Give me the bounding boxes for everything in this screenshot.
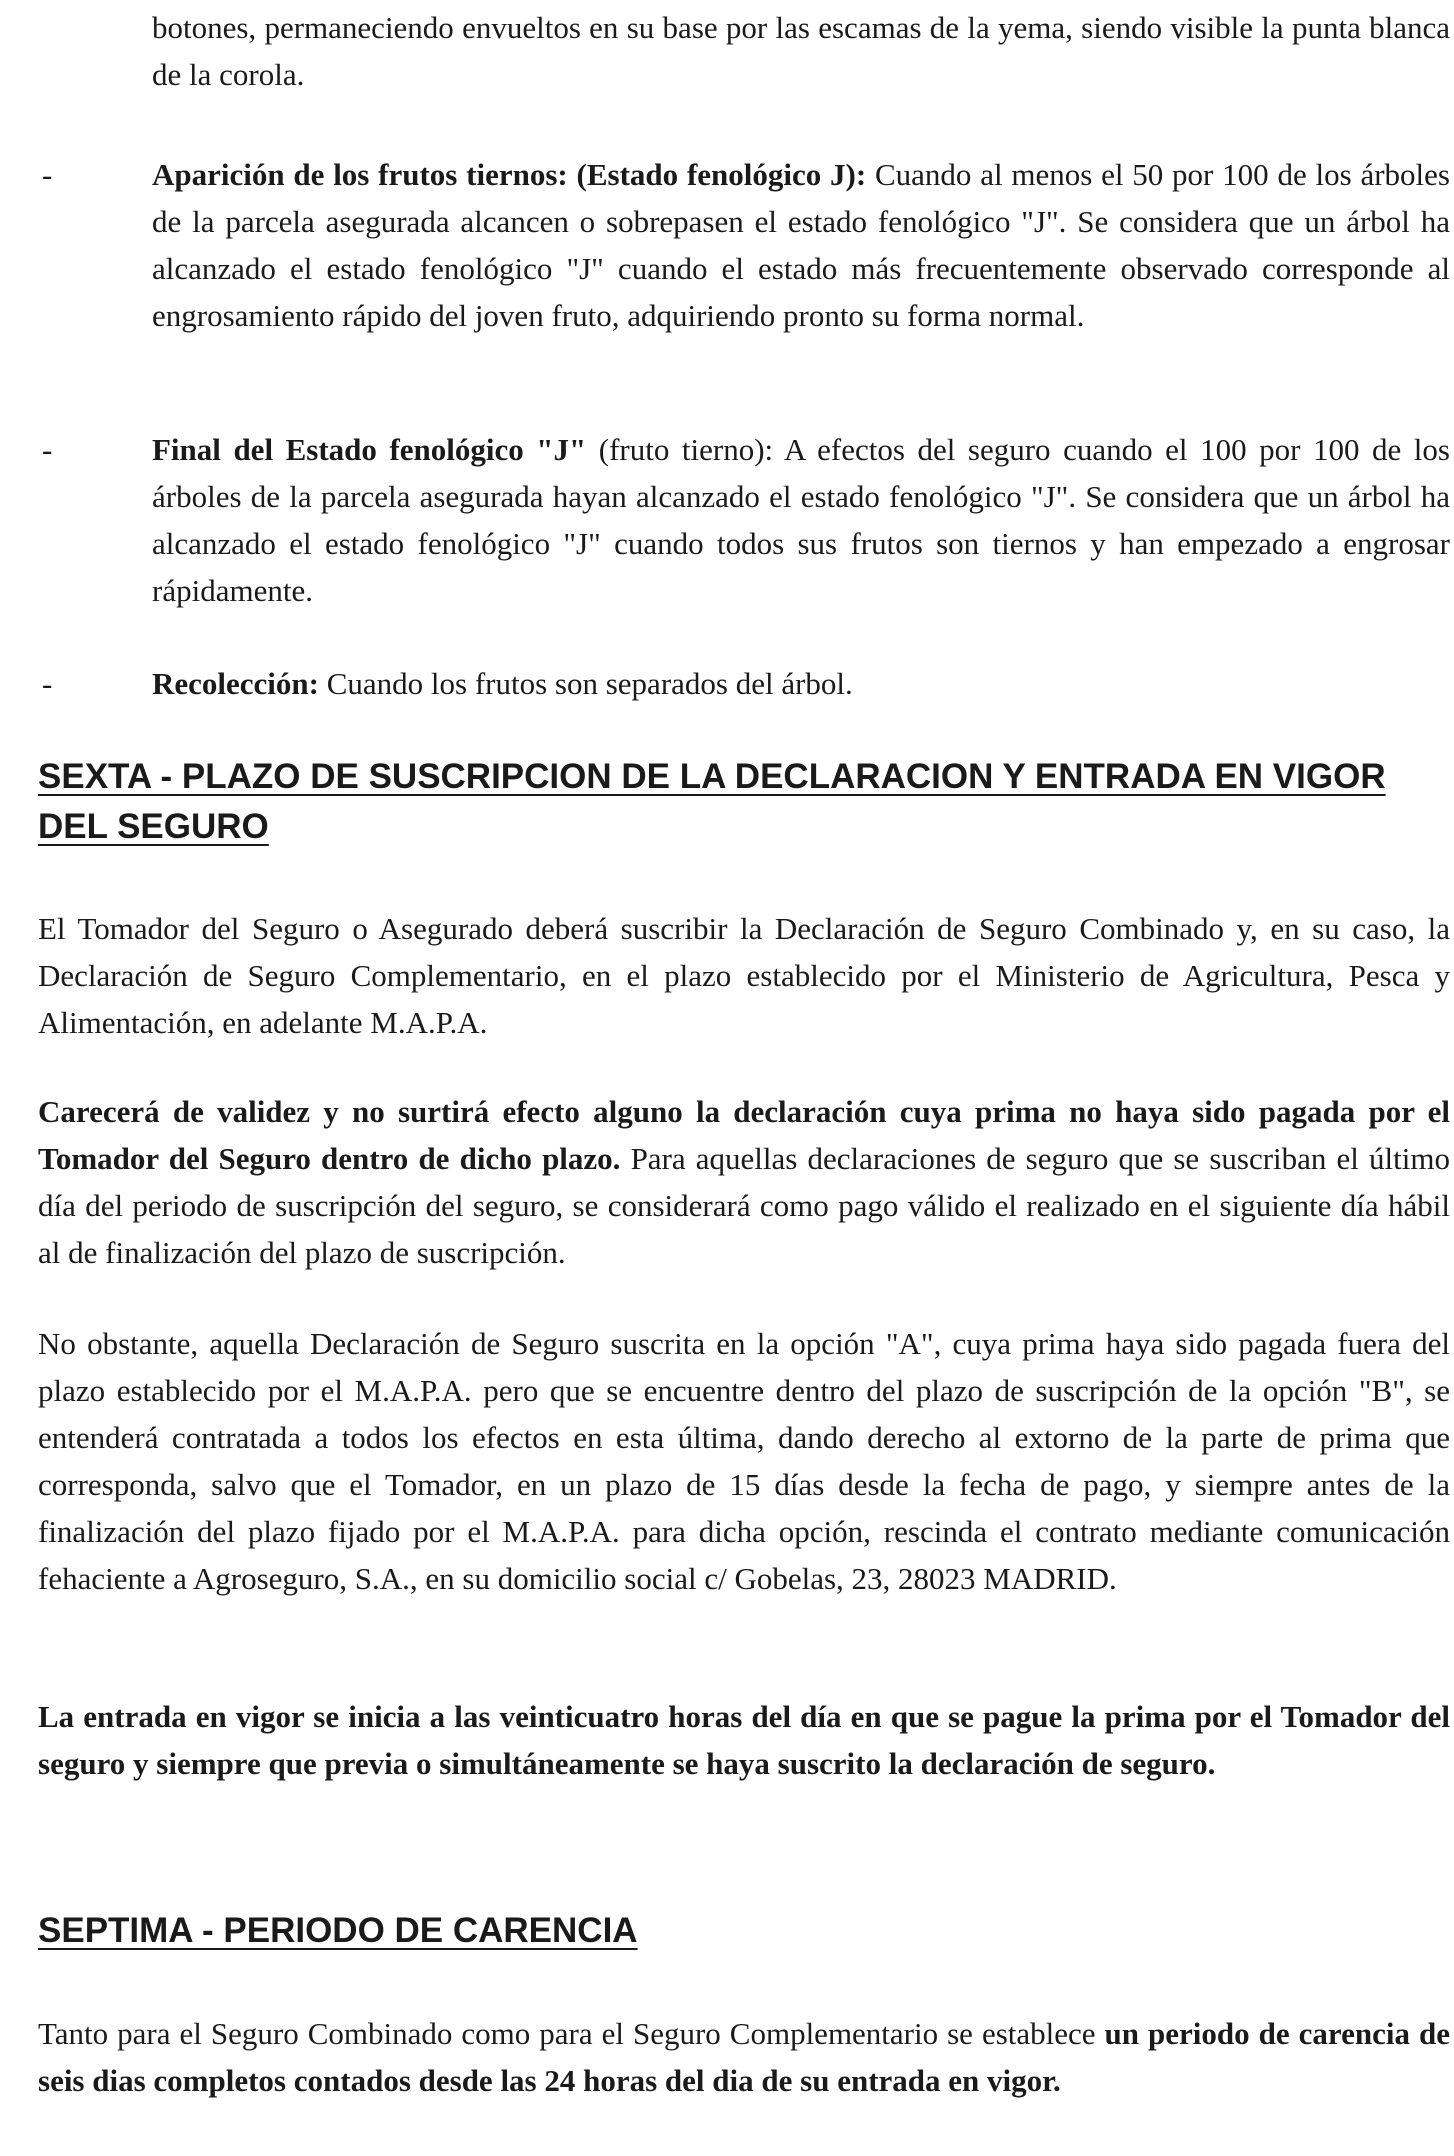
list-item-final-estado bbox=[152, 426, 1450, 614]
paragraph-bold-text: La entrada en vigor se inicia a las veinticuatro horas del día en que se pague la prima por el Tomador del seguro y siempre que previa o simultáneamente se haya suscrito la declaración de seguro. bbox=[38, 1699, 1450, 1781]
heading-line: SEPTIMA - PERIODO DE CARENCIA bbox=[38, 1911, 638, 1950]
list-item-label: Aparición de los frutos tiernos: (Estado fenológico J): bbox=[152, 157, 867, 192]
sexta-paragraph-3 bbox=[38, 1320, 1450, 1602]
list-item-label: Recolección: bbox=[152, 666, 319, 701]
section-heading-septima bbox=[38, 1906, 1450, 1956]
sexta-paragraph-4 bbox=[38, 1693, 1450, 1787]
sexta-paragraph-2 bbox=[38, 1088, 1450, 1276]
heading-line: DEL SEGURO bbox=[38, 807, 269, 846]
heading-line: SEXTA - PLAZO DE SUSCRIPCION DE LA DECLARACION Y ENTRADA EN VIGOR bbox=[38, 757, 1386, 796]
section-heading-sexta bbox=[38, 752, 1450, 852]
paragraph-bold-text: Carecerá de validez y no surtirá efecto alguno la declaración cuya prima no haya sido pagada por el Tomador del Seguro dentro de dicho plazo. bbox=[38, 1094, 1450, 1176]
list-item-label: Final del Estado fenológico "J" bbox=[152, 432, 587, 467]
list-item-text: Cuando los frutos son separados del árbol. bbox=[318, 666, 853, 701]
list-item-text: (fruto tierno): A efectos del seguro cuando el 100 por 100 de los árboles de la parcela asegurada hayan alcanzado el estado fenológico "J". Se considera que un árbol ha alcanzado el estado fenológico "J" cuando todos sus frutos son tiernos y han empezado a engrosar rápidamente. bbox=[152, 432, 1450, 608]
continuation-paragraph bbox=[152, 4, 1450, 98]
list-item-recoleccion bbox=[152, 660, 1450, 707]
paragraph-text: No obstante, aquella Declaración de Seguro suscrita en la opción "A", cuya prima haya sido pagada fuera del plazo establecido por el M.A.P.A. pero que se encuentre dentro del plazo de suscripción de la opción "B", se entenderá contratada a todos los efectos en esta última, dando derecho al extorno de la parte de prima que corresponda, salvo que el Tomador, en un plazo de 15 días desde la fecha de pago, y siempre antes de la finalización del plazo fijado por el M.A.P.A. para dicha opción, rescinda el contrato mediante comunicación fehaciente a Agroseguro, S.A., en su domicilio social c/ Gobelas, 23, 28023 MADRID. bbox=[38, 1326, 1450, 1596]
list-dash: - bbox=[42, 157, 53, 192]
list-dash: - bbox=[42, 432, 53, 467]
sexta-paragraph-1 bbox=[38, 905, 1450, 1046]
paragraph-text: El Tomador del Seguro o Asegurado deberá suscribir la Declaración de Seguro Combinado y, en su caso, la Declaración de Seguro Complementario, en el plazo establecido por el Ministerio de Agricultura, Pesca y Alimentación, en adelante M.A.P.A. bbox=[38, 911, 1450, 1040]
list-dash: - bbox=[42, 666, 53, 701]
paragraph-bold-text: un periodo de carencia de seis dias completos contados desde las 24 horas del dia de su entrada en vigor. bbox=[38, 2016, 1450, 2098]
continuation-text: botones, permaneciendo envueltos en su base por las escamas de la yema, siendo visible la punta blanca de la corola. bbox=[152, 10, 1450, 92]
list-item-text: Cuando al menos el 50 por 100 de los árboles de la parcela asegurada alcancen o sobrepasen el estado fenológico "J". Se considera que un árbol ha alcanzado el estado fenológico "J" cuando el estado más frecuentemente observado corresponde al engrosamiento rápido del joven fruto, adquiriendo pronto su forma normal. bbox=[152, 157, 1450, 333]
list-item-aparicion bbox=[152, 151, 1450, 339]
paragraph-text: Para aquellas declaraciones de seguro que se suscriban el último día del periodo de suscripción del seguro, se considerará como pago válido el realizado en el siguiente día hábil al de finalización del plazo de suscripción. bbox=[38, 1141, 1450, 1270]
septima-paragraph-1 bbox=[38, 2010, 1450, 2104]
paragraph-text: Tanto para el Seguro Combinado como para el Seguro Complementario se establece bbox=[38, 2016, 1105, 2051]
